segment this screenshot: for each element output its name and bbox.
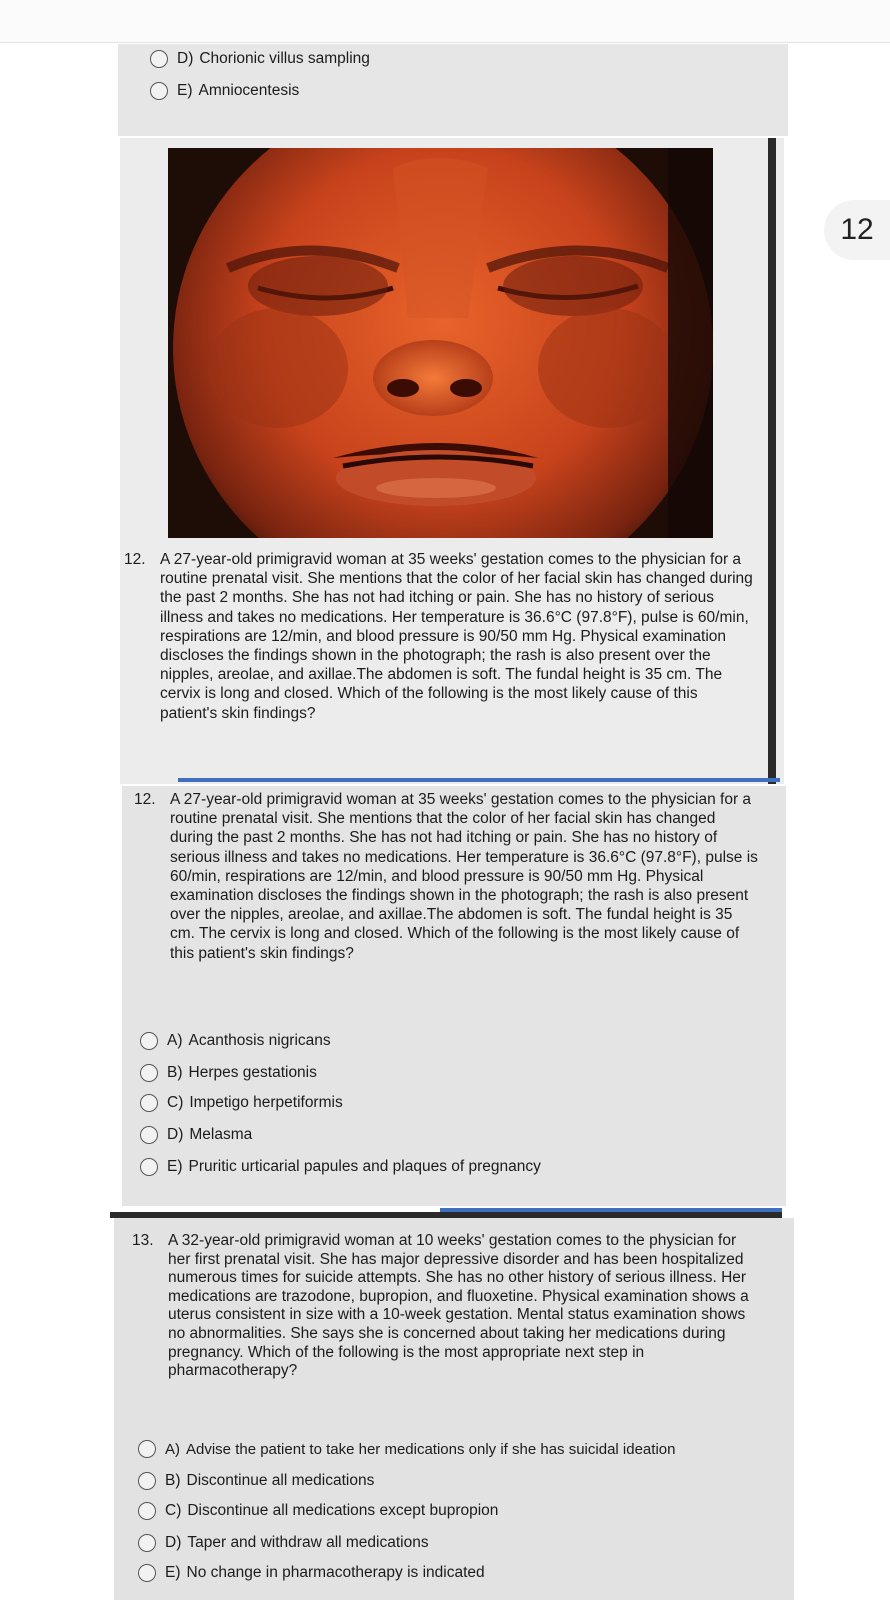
q12-option-c[interactable]	[140, 1094, 343, 1112]
section-divider	[768, 138, 776, 784]
option-letter: E)	[177, 82, 193, 99]
option-letter: E)	[165, 1564, 181, 1581]
radio-button[interactable]	[150, 82, 168, 100]
top-bar	[0, 0, 890, 43]
option-text: Amniocentesis	[198, 82, 300, 99]
question-text: A 32-year-old primigravid woman at 10 weeks' gestation comes to the physician for her first prenatal visit. She has major depressive disorder and has been hospitalized numerous times for suicide attempts. She has no other history of serious illness. Her medications are trazodone, bupropion, and fluoxetine. Physical examination shows a uterus consistent in size with a 10-week gestation. Mental status examination shows no abnormalities. She says she is concerned about taking her medications during pregnancy. Which of the following is the most appropriate next step in pharmacotherapy?	[168, 1232, 749, 1380]
radio-button[interactable]	[138, 1440, 156, 1458]
q13-option-c[interactable]	[138, 1502, 498, 1520]
option-letter: D)	[167, 1126, 184, 1143]
option-text: Taper and withdraw all medications	[187, 1534, 429, 1551]
option-letter: B)	[167, 1064, 183, 1081]
option-text: Discontinue all medications except bupropion	[187, 1502, 499, 1519]
q11-option-d[interactable]	[150, 50, 370, 68]
option-letter: D)	[177, 50, 194, 67]
q12-question-block	[134, 790, 760, 963]
option-letter: A)	[167, 1032, 183, 1049]
q13-option-b[interactable]	[138, 1472, 374, 1490]
q12-option-a[interactable]	[140, 1032, 331, 1050]
face-photo-image	[168, 148, 713, 538]
radio-button[interactable]	[138, 1534, 156, 1552]
radio-button[interactable]	[140, 1158, 158, 1176]
radio-button[interactable]	[138, 1502, 156, 1520]
q12-option-e[interactable]	[140, 1158, 541, 1176]
option-letter: A)	[165, 1440, 180, 1458]
option-letter: E)	[167, 1158, 183, 1175]
option-text: Chorionic villus sampling	[199, 50, 370, 67]
question-number: 12.	[134, 791, 156, 808]
section-divider	[178, 778, 780, 782]
section-divider	[440, 1208, 782, 1212]
option-letter: C)	[165, 1502, 182, 1519]
page-indicator: 12	[824, 200, 890, 260]
radio-button[interactable]	[138, 1472, 156, 1490]
option-text: Advise the patient to take her medications only if she has suicidal ideation	[186, 1440, 676, 1458]
q12-option-b[interactable]	[140, 1064, 317, 1082]
q13-question-block	[132, 1232, 758, 1381]
q13-option-d[interactable]	[138, 1534, 429, 1552]
clinical-photograph	[168, 148, 713, 538]
radio-button[interactable]	[140, 1032, 158, 1050]
option-letter: D)	[165, 1534, 182, 1551]
q12-question-block-photo	[124, 550, 754, 723]
option-text: Acanthosis nigricans	[188, 1032, 331, 1049]
radio-button[interactable]	[140, 1094, 158, 1112]
option-text: No change in pharmacotherapy is indicated	[186, 1564, 485, 1581]
q12-option-d[interactable]	[140, 1126, 252, 1144]
option-text: Melasma	[189, 1126, 253, 1143]
radio-button[interactable]	[140, 1126, 158, 1144]
q13-option-e[interactable]	[138, 1564, 485, 1582]
question-number: 13.	[132, 1232, 154, 1249]
radio-button[interactable]	[150, 50, 168, 68]
radio-button[interactable]	[140, 1064, 158, 1082]
radio-button[interactable]	[138, 1564, 156, 1582]
q13-option-a[interactable]	[138, 1440, 675, 1458]
q11-option-e[interactable]	[150, 82, 299, 100]
question-number: 12.	[124, 551, 146, 568]
question-text: A 27-year-old primigravid woman at 35 weeks' gestation comes to the physician for a routine prenatal visit. She mentions that the color of her facial skin has changed during the past 2 months. She has not had itching or pain. She has no history of serious illness and takes no medications. Her temperature is 36.6°C (97.8°F), pulse is 60/min, respirations are 12/min, and blood pressure is 90/50 mm Hg. Physical examination discloses the findings shown in the photograph; the rash is also present over the nipples, areolae, and axillae.The abdomen is soft. The fundal height is 35 cm. The cervix is long and closed. Which of the following is the most likely cause of this patient's skin findings?	[160, 551, 753, 722]
option-letter: C)	[167, 1094, 184, 1111]
question-text: A 27-year-old primigravid woman at 35 weeks' gestation comes to the physician for a routine prenatal visit. She mentions that the color of her facial skin has changed during the past 2 months. She has not had itching or pain. She has no history of serious illness and takes no medications. Her temperature is 36.6°C (97.8°F), pulse is 60/min, respirations are 12/min, and blood pressure is 90/50 mm Hg. Physical examination discloses the findings shown in the photograph; the rash is also present over the nipples, areolae, and axillae.The abdomen is soft. The fundal height is 35 cm. The cervix is long and closed. Which of the following is the most likely cause of this patient's skin findings?	[170, 791, 758, 962]
option-text: Pruritic urticarial papules and plaques of pregnancy	[188, 1158, 541, 1175]
option-text: Herpes gestationis	[188, 1064, 317, 1081]
option-text: Impetigo herpetiformis	[189, 1094, 343, 1111]
option-text: Discontinue all medications	[186, 1472, 375, 1489]
option-letter: B)	[165, 1472, 181, 1489]
